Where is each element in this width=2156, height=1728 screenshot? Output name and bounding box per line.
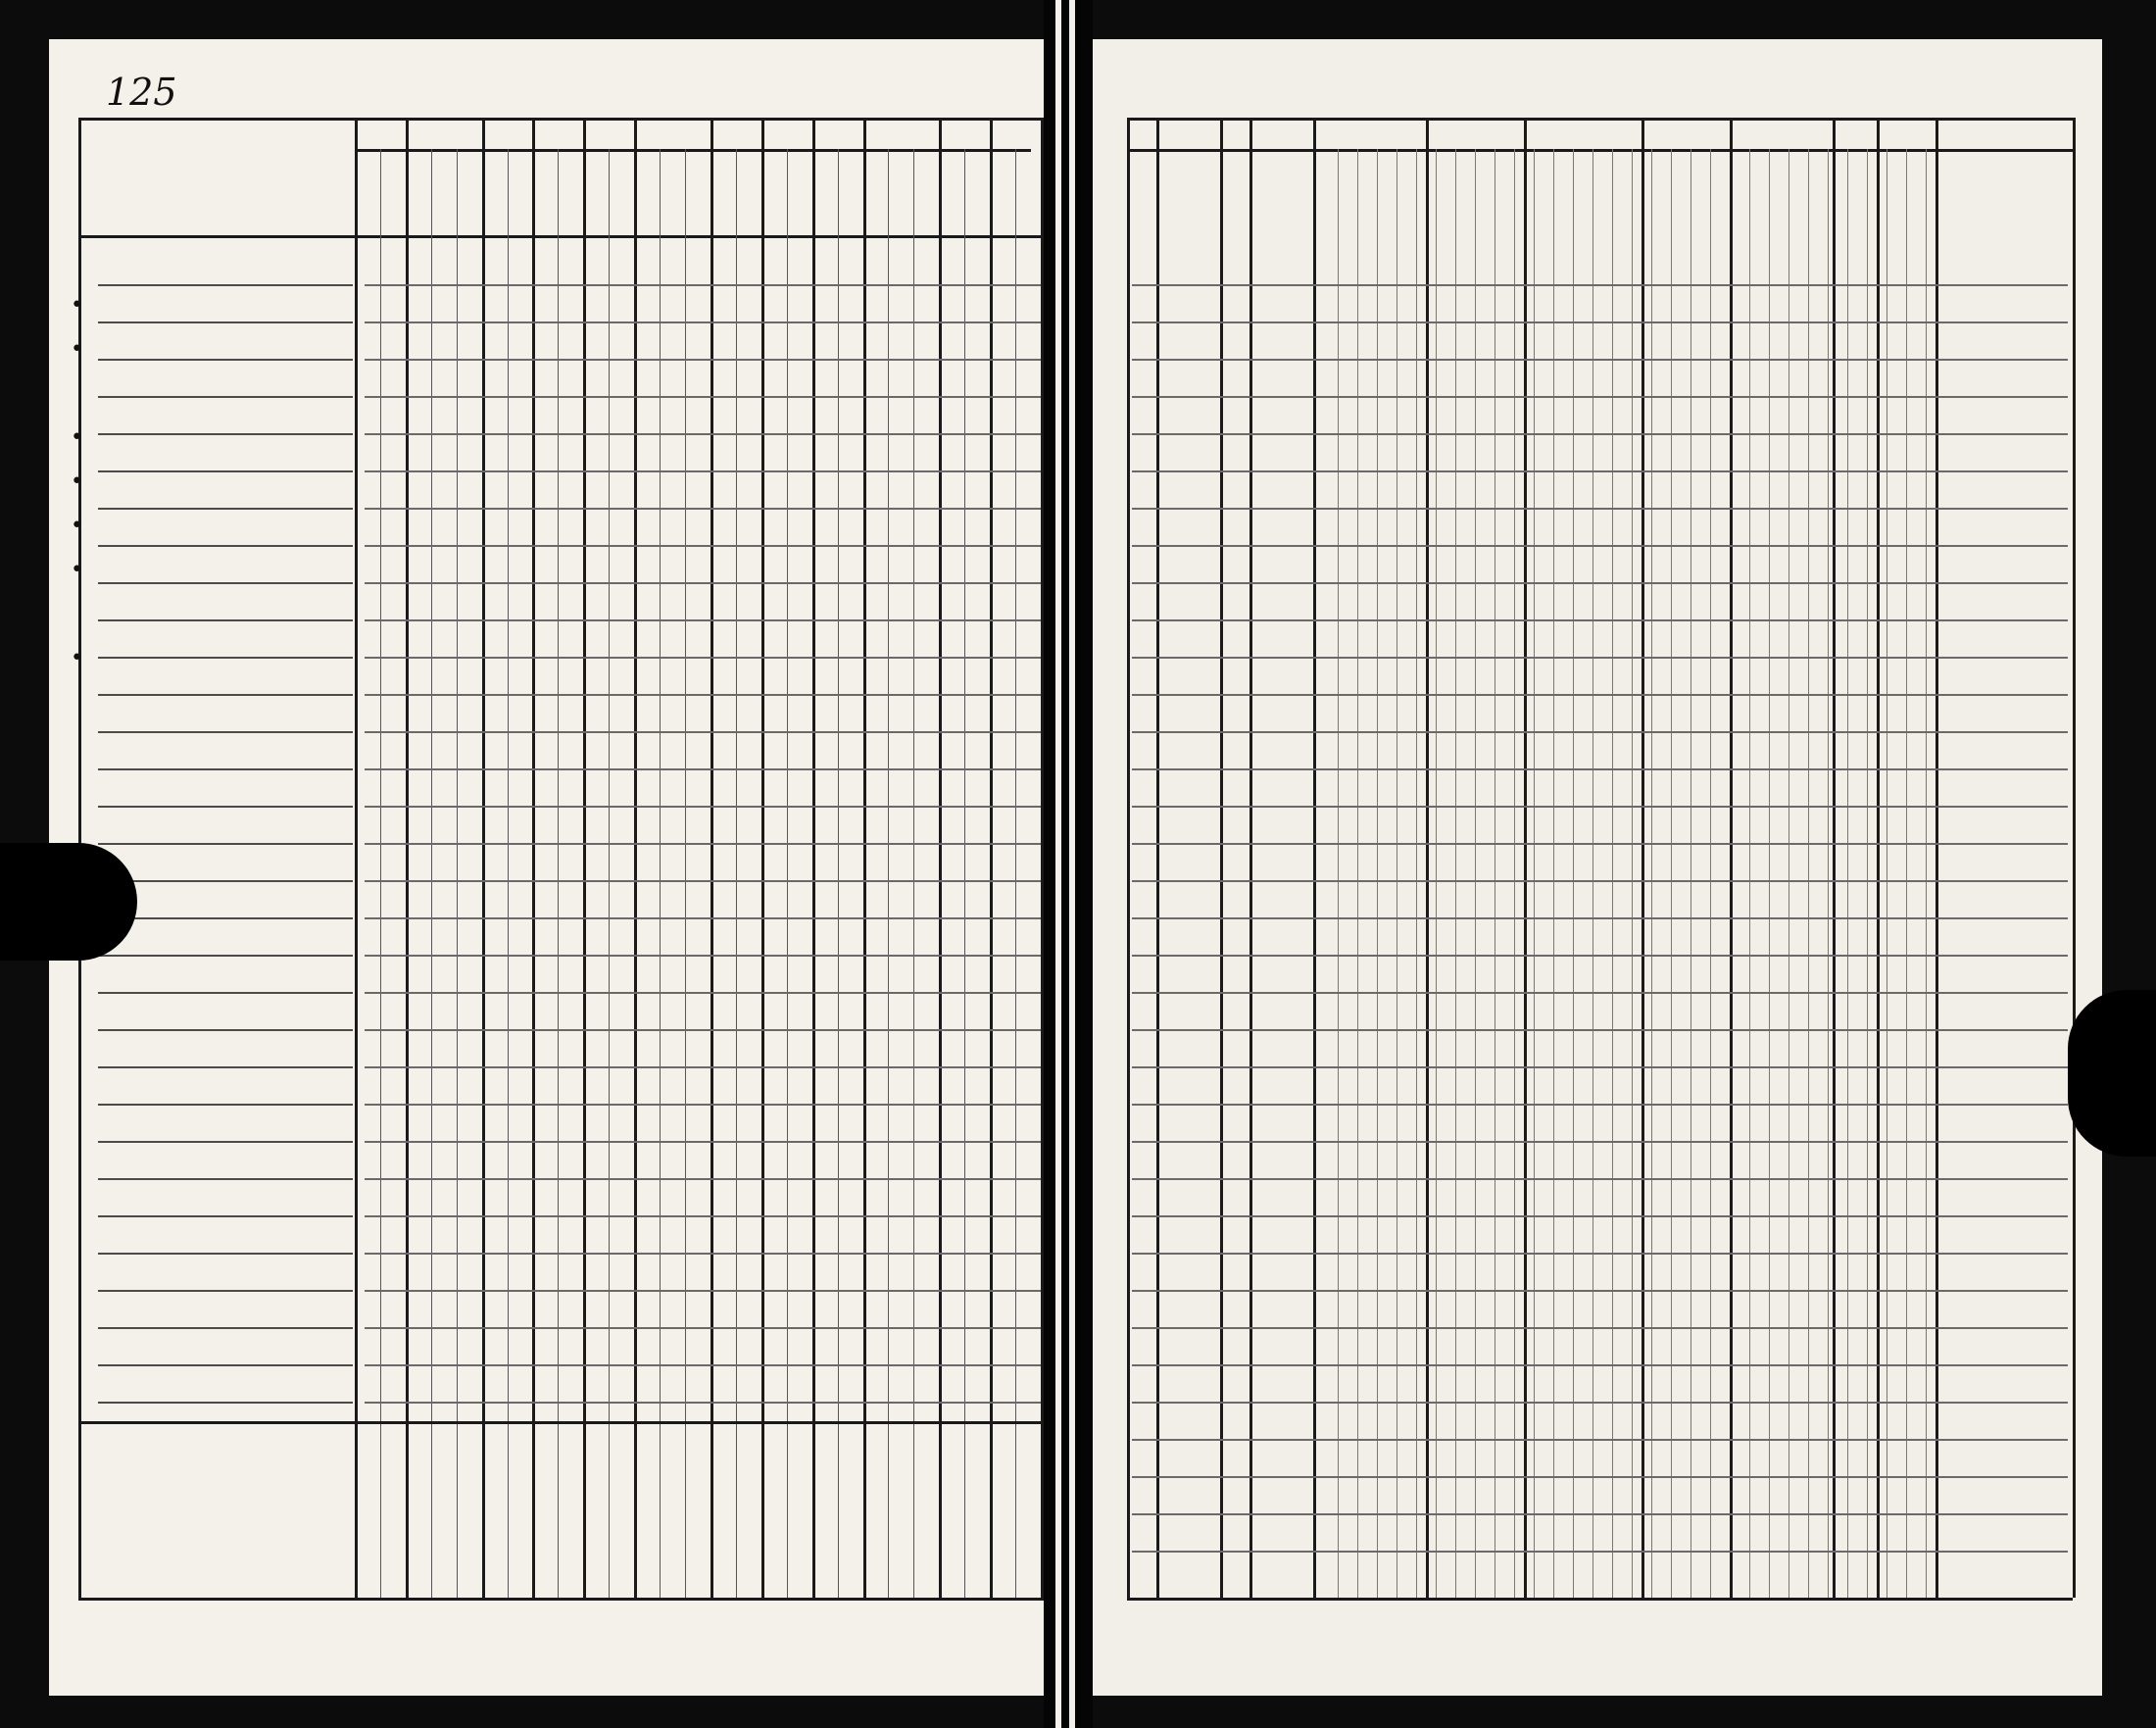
- ruled-line: [1132, 806, 2068, 808]
- year-sub-line: [1416, 149, 1417, 1598]
- year-sub-line: [1494, 149, 1495, 1598]
- year-sub-line: [1396, 149, 1397, 1598]
- margin-bullet: •: [71, 558, 83, 582]
- ruled-line: [365, 359, 1041, 361]
- group-divider-7: [812, 118, 815, 1598]
- ruled-line: [1132, 1327, 2068, 1329]
- column-divider-9: [1877, 118, 1880, 1598]
- ruled-line: [98, 433, 353, 435]
- sub-divider: [380, 149, 381, 1598]
- ruled-line: [1132, 1513, 2068, 1515]
- ruled-line: [1132, 1402, 2068, 1404]
- group-divider-1: [482, 118, 485, 1598]
- ruled-line: [365, 955, 1041, 957]
- ruled-line: [365, 657, 1041, 659]
- ruled-line: [98, 508, 353, 510]
- ruled-line: [98, 768, 353, 770]
- frame-header-mid: [1127, 149, 2073, 152]
- ruled-line: [1132, 284, 2068, 286]
- ruled-line: [1132, 768, 2068, 770]
- column-divider-5: [1524, 118, 1527, 1598]
- sub-divider: [558, 149, 559, 1598]
- year-sub-line: [1651, 149, 1652, 1598]
- ruled-line: [1132, 619, 2068, 621]
- column-divider-6: [1642, 118, 1644, 1598]
- column-divider-8: [1833, 118, 1836, 1598]
- column-divider-4: [1426, 118, 1429, 1598]
- year-sub-line: [1886, 149, 1887, 1598]
- column-divider-0: [1156, 118, 1159, 1598]
- footer-divider: [78, 1421, 1044, 1424]
- ruled-line: [98, 880, 353, 882]
- ruled-line: [1132, 582, 2068, 584]
- frame-right: [2073, 118, 2076, 1598]
- ruled-line: [365, 992, 1041, 994]
- left-ledger-page: [49, 39, 1044, 1696]
- group-divider-9: [939, 118, 942, 1598]
- group-divider-4: [634, 118, 637, 1598]
- ruled-line: [365, 694, 1041, 696]
- ruled-line: [365, 1327, 1041, 1329]
- ruled-line: [1132, 843, 2068, 845]
- ruled-line: [98, 1290, 353, 1292]
- ruled-line: [365, 917, 1041, 919]
- ruled-line: [1132, 1439, 2068, 1441]
- margin-bullet: •: [71, 514, 83, 538]
- margin-bullet: •: [71, 337, 83, 362]
- ruled-line: [98, 545, 353, 547]
- sub-divider: [964, 149, 965, 1598]
- margin-bullet: •: [71, 293, 83, 318]
- ruled-line: [365, 545, 1041, 547]
- ruled-line: [98, 992, 353, 994]
- ruled-line: [1132, 545, 2068, 547]
- year-sub-line: [1749, 149, 1750, 1598]
- ruled-line: [365, 1029, 1041, 1031]
- ruled-line: [1132, 917, 2068, 919]
- ruled-line: [365, 619, 1041, 621]
- ruled-line: [1132, 359, 2068, 361]
- year-sub-line: [1553, 149, 1554, 1598]
- group-divider-6: [761, 118, 764, 1598]
- ruled-line: [98, 396, 353, 398]
- sub-divider: [508, 149, 509, 1598]
- ruled-line: [98, 1253, 353, 1255]
- ruled-line: [1132, 992, 2068, 994]
- ruled-line: [98, 657, 353, 659]
- ruled-line: [365, 1141, 1041, 1143]
- ruled-line: [1132, 1364, 2068, 1366]
- ruled-line: [1132, 1178, 2068, 1180]
- ruled-line: [1132, 396, 2068, 398]
- year-sub-line: [1534, 149, 1535, 1598]
- ruled-line: [1132, 1141, 2068, 1143]
- year-sub-line: [1769, 149, 1770, 1598]
- ruled-line: [365, 1402, 1041, 1404]
- ruled-line: [1132, 1253, 2068, 1255]
- ruled-line: [365, 880, 1041, 882]
- margin-bullet: •: [71, 469, 83, 494]
- ruled-line: [98, 1141, 353, 1143]
- sub-divider: [1015, 149, 1016, 1598]
- year-sub-line: [1475, 149, 1476, 1598]
- ruled-line: [365, 1215, 1041, 1217]
- year-sub-line: [1906, 149, 1907, 1598]
- ruled-line: [98, 694, 353, 696]
- ruled-line: [98, 582, 353, 584]
- sub-divider: [431, 149, 432, 1598]
- year-sub-line: [1377, 149, 1378, 1598]
- sub-divider: [838, 149, 839, 1598]
- ruled-line: [98, 321, 353, 323]
- ruled-line: [98, 1215, 353, 1217]
- column-divider-3: [1313, 118, 1316, 1598]
- page-number: 125: [106, 71, 177, 114]
- ruled-line: [1132, 694, 2068, 696]
- right-page-tab: [2068, 990, 2156, 1157]
- ruled-line: [1132, 470, 2068, 472]
- ruled-line: [365, 582, 1041, 584]
- ruled-line: [98, 1402, 353, 1404]
- ruled-line: [1132, 657, 2068, 659]
- ruled-line: [98, 470, 353, 472]
- group-divider-0: [406, 118, 409, 1598]
- margin-bullet: •: [71, 646, 83, 670]
- sub-divider: [888, 149, 889, 1598]
- year-sub-line: [1514, 149, 1515, 1598]
- column-divider-10: [1936, 118, 1938, 1598]
- group-divider-10: [990, 118, 993, 1598]
- ruled-line: [98, 1029, 353, 1031]
- ruled-line: [1132, 880, 2068, 882]
- year-sub-line: [1867, 149, 1868, 1598]
- year-sub-line: [1788, 149, 1789, 1598]
- year-sub-line: [1828, 149, 1829, 1598]
- year-sub-line: [1357, 149, 1358, 1598]
- ruled-line: [365, 470, 1041, 472]
- year-sub-line: [1632, 149, 1633, 1598]
- ruled-line: [98, 806, 353, 808]
- year-sub-line: [1436, 149, 1437, 1598]
- sub-divider: [736, 149, 737, 1598]
- ruled-line: [365, 843, 1041, 845]
- ruled-line: [98, 1327, 353, 1329]
- frame-bottom: [1127, 1598, 2073, 1601]
- year-sub-line: [1592, 149, 1593, 1598]
- ruled-line: [98, 1104, 353, 1106]
- ruled-line: [98, 1066, 353, 1068]
- ruled-line: [1132, 1104, 2068, 1106]
- ruled-line: [98, 1364, 353, 1366]
- margin-bullet: •: [71, 425, 83, 450]
- group-divider-8: [863, 118, 866, 1598]
- frame-top: [1127, 118, 2073, 121]
- column-divider-2: [1250, 118, 1252, 1598]
- ruled-line: [365, 806, 1041, 808]
- ruled-line: [365, 396, 1041, 398]
- ruled-line: [365, 1290, 1041, 1292]
- ruled-line: [1132, 1029, 2068, 1031]
- left-page-tab: [0, 843, 137, 961]
- ruled-line: [1132, 433, 2068, 435]
- ruled-line: [365, 433, 1041, 435]
- year-sub-line: [1612, 149, 1613, 1598]
- ruled-line: [1132, 1476, 2068, 1478]
- sub-divider: [457, 149, 458, 1598]
- frame-top: [78, 118, 1044, 121]
- ruled-line: [365, 768, 1041, 770]
- ruled-line: [1132, 731, 2068, 733]
- ruled-line: [98, 359, 353, 361]
- year-sub-line: [1710, 149, 1711, 1598]
- column-divider-1: [1220, 118, 1223, 1598]
- ruled-line: [365, 508, 1041, 510]
- ruled-line: [98, 843, 353, 845]
- ruled-line: [1132, 508, 2068, 510]
- frame-header-bottom: [78, 235, 1044, 238]
- group-divider-2: [532, 118, 535, 1598]
- frame-bottom: [78, 1598, 1044, 1601]
- year-sub-line: [1926, 149, 1927, 1598]
- ruled-line: [365, 731, 1041, 733]
- year-sub-line: [1573, 149, 1574, 1598]
- year-sub-line: [1671, 149, 1672, 1598]
- group-divider-3: [583, 118, 586, 1598]
- ruled-line: [365, 284, 1041, 286]
- ruled-line: [1132, 321, 2068, 323]
- ruled-line: [98, 731, 353, 733]
- frame-left: [1127, 118, 1130, 1598]
- group-divider-5: [710, 118, 713, 1598]
- ruled-line: [98, 955, 353, 957]
- ruled-line: [98, 619, 353, 621]
- ruled-line: [1132, 1066, 2068, 1068]
- year-sub-line: [1455, 149, 1456, 1598]
- ruled-line: [1132, 1290, 2068, 1292]
- sub-divider: [685, 149, 686, 1598]
- ruled-line: [365, 321, 1041, 323]
- year-sub-line: [1690, 149, 1691, 1598]
- ruled-line: [365, 1178, 1041, 1180]
- ruled-line: [365, 1104, 1041, 1106]
- year-sub-line: [1338, 149, 1339, 1598]
- name-column-divider: [355, 118, 358, 1598]
- column-divider-7: [1730, 118, 1733, 1598]
- ruled-line: [1132, 955, 2068, 957]
- year-sub-line: [1808, 149, 1809, 1598]
- ruled-line: [98, 917, 353, 919]
- ruled-line: [1132, 1215, 2068, 1217]
- ruled-line: [365, 1066, 1041, 1068]
- sub-divider: [609, 149, 610, 1598]
- year-sub-line: [1847, 149, 1848, 1598]
- right-ledger-page: [1093, 39, 2102, 1696]
- ruled-line: [1132, 1551, 2068, 1553]
- sub-divider: [913, 149, 914, 1598]
- sub-divider: [660, 149, 661, 1598]
- ruled-line: [98, 1178, 353, 1180]
- book-spine: [1044, 0, 1093, 1728]
- sub-divider: [787, 149, 788, 1598]
- ruled-line: [365, 1364, 1041, 1366]
- ruled-line: [365, 1253, 1041, 1255]
- ruled-line: [98, 284, 353, 286]
